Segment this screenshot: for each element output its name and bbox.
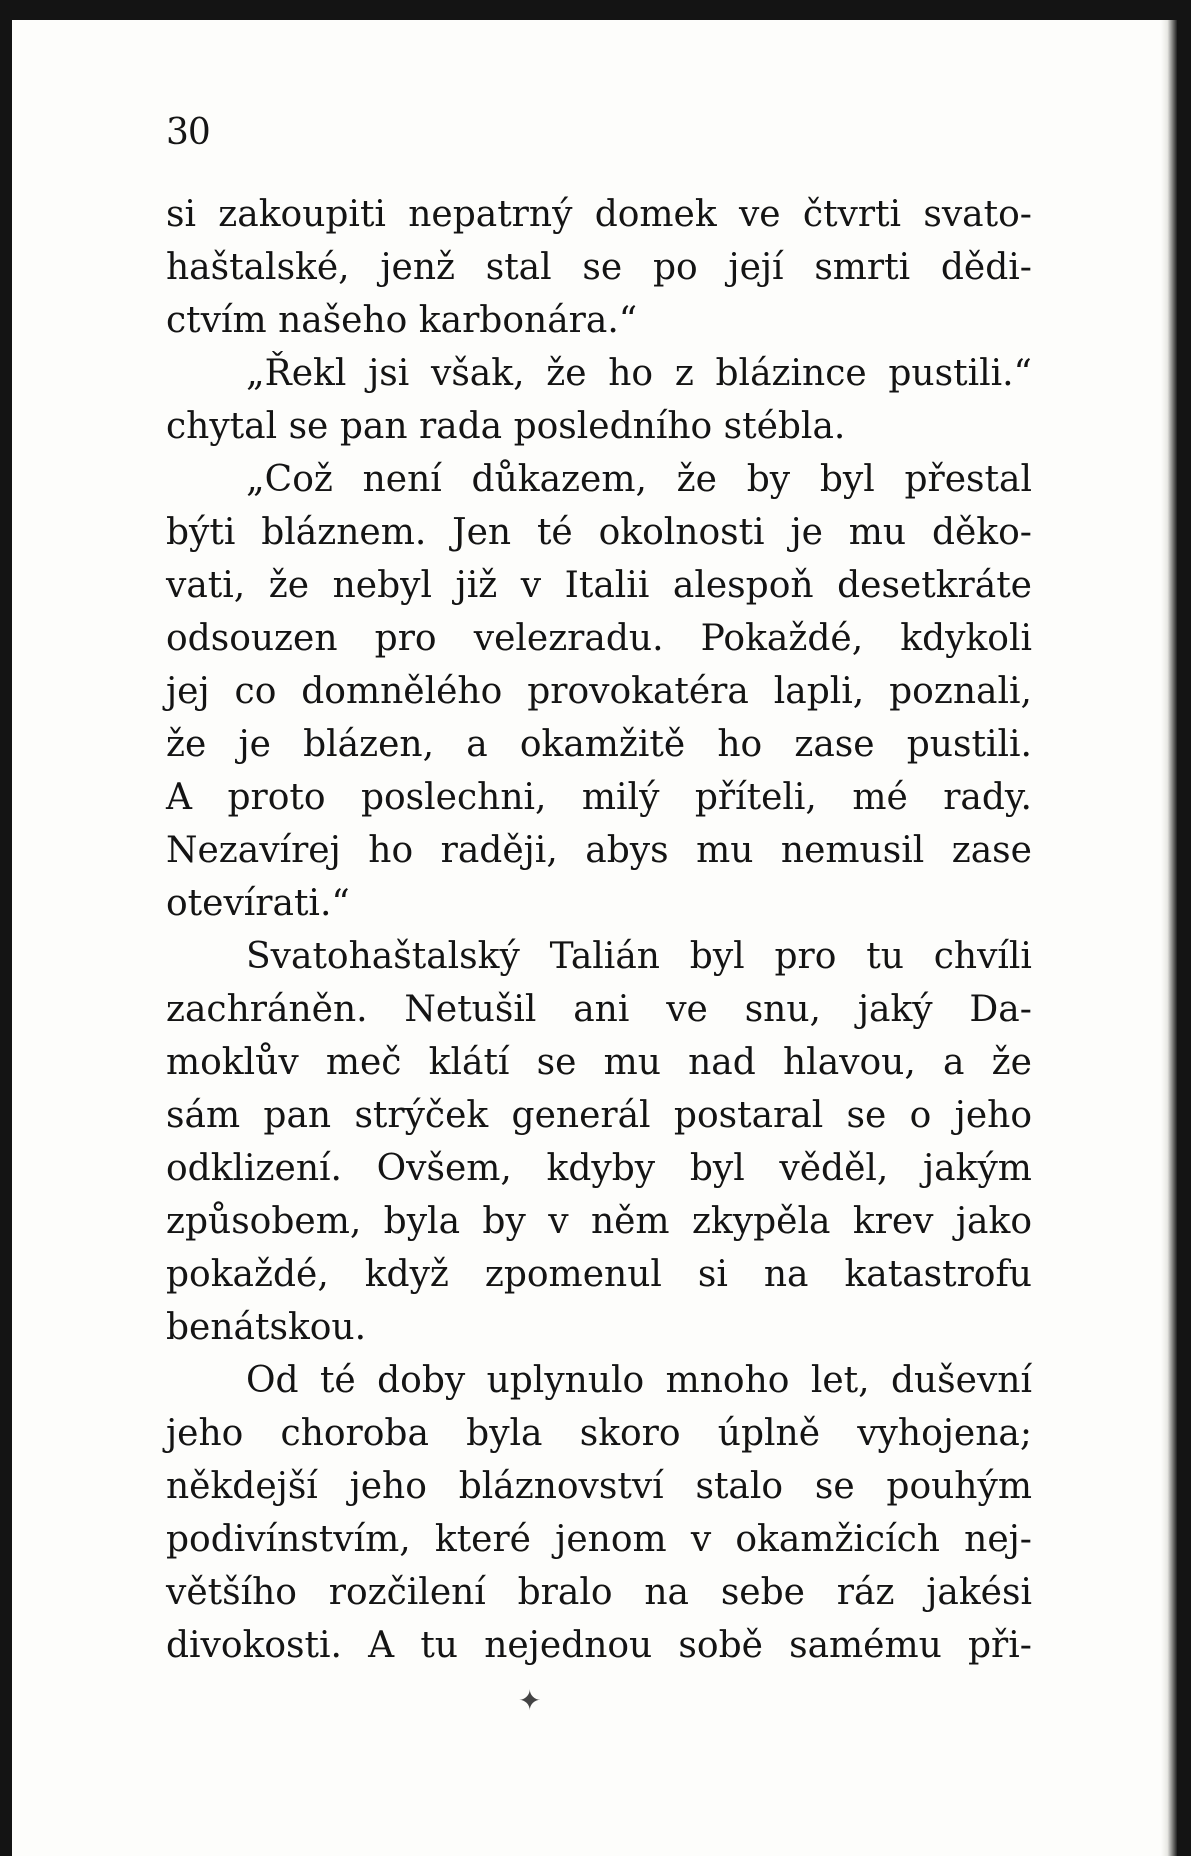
word: čtvrti (802, 194, 902, 235)
word: úplně (717, 1413, 821, 1454)
word: sebe (720, 1572, 805, 1613)
word: nejednou (484, 1625, 653, 1666)
word: desetkráte (837, 565, 1032, 606)
text-line (166, 1248, 1032, 1301)
word: tu (866, 936, 904, 977)
text-line (166, 1301, 1032, 1354)
word: co (234, 671, 277, 712)
text-line (166, 400, 1032, 453)
word: ve (666, 989, 708, 1030)
word: domek (594, 194, 717, 235)
word: karbonára.“ (418, 300, 638, 341)
word: mnoho (665, 1360, 790, 1401)
word: moklův (166, 1042, 299, 1083)
ink-mark: ✦ (518, 1684, 542, 1717)
text-line (166, 294, 1032, 347)
word: tu (420, 1625, 458, 1666)
word: bralo (517, 1572, 613, 1613)
word: v (548, 1201, 569, 1242)
word: krev (852, 1201, 934, 1242)
word: Od (246, 1360, 299, 1401)
word: Netušil (404, 989, 537, 1030)
word: meč (325, 1042, 402, 1083)
word: blázince (715, 353, 867, 394)
word: poslechni, (360, 777, 547, 818)
word: mé (852, 777, 908, 818)
text-line (166, 241, 1032, 294)
word: domnělého (301, 671, 503, 712)
word: milý (581, 777, 660, 818)
word: si (166, 194, 196, 235)
word: vyhojena; (857, 1413, 1032, 1454)
word: zase (951, 830, 1032, 871)
word: se (846, 1095, 887, 1136)
word: proto (227, 777, 326, 818)
word: „Řekl (246, 353, 347, 394)
word: mu (848, 512, 907, 553)
word: rozčilení (328, 1572, 486, 1613)
word: stébla. (723, 406, 846, 447)
word: ctvím (166, 300, 279, 341)
word: pustili. (906, 724, 1032, 765)
word: věděl, (779, 1148, 889, 1189)
text-line (166, 1460, 1032, 1513)
text-line (166, 718, 1032, 771)
word: zpomenul (484, 1254, 662, 1295)
word: pan (263, 1095, 332, 1136)
word: děko- (931, 512, 1032, 553)
word: jenž (380, 247, 455, 288)
word: našeho (278, 300, 419, 341)
word: strýček (354, 1095, 489, 1136)
word: poznali, (889, 671, 1032, 712)
word: uplynulo (486, 1360, 645, 1401)
word: Pokaždé, (700, 618, 864, 659)
word: by (482, 1201, 526, 1242)
word: Svatohaštalský (246, 936, 520, 977)
word: někdejší (166, 1466, 318, 1507)
word: v (520, 565, 542, 606)
word: že (546, 353, 587, 394)
word: pokaždé, (166, 1254, 329, 1295)
word: sám (166, 1095, 241, 1136)
word: odsouzen (166, 618, 338, 659)
body-text (166, 188, 1032, 1672)
word: smrti (814, 247, 911, 288)
word: stal (485, 247, 552, 288)
word: ráz (836, 1572, 895, 1613)
text-line (166, 1407, 1032, 1460)
word: jsi (368, 353, 410, 394)
text-line (166, 983, 1032, 1036)
word: abys (585, 830, 669, 871)
text-line (166, 1354, 1032, 1407)
word: ho (717, 724, 763, 765)
word: si (697, 1254, 728, 1295)
word: něm (590, 1201, 670, 1242)
word: zkypěla (691, 1201, 831, 1242)
word: snu, (744, 989, 821, 1030)
word: okamžitě (519, 724, 686, 765)
word: býti (166, 512, 236, 553)
text-line (166, 665, 1032, 718)
word: bláznem. (261, 512, 427, 553)
text-line (166, 188, 1032, 241)
word: byl (689, 1148, 745, 1189)
word: provokatéra (527, 671, 749, 712)
word: svato- (923, 194, 1032, 235)
word: kdyby (546, 1148, 656, 1189)
word: té (536, 512, 573, 553)
word: na (644, 1572, 690, 1613)
word: jeho (349, 1466, 427, 1507)
word: choroba (280, 1413, 429, 1454)
word: lapli, (773, 671, 865, 712)
word: pan (339, 406, 419, 447)
text-line (166, 1142, 1032, 1195)
word: benátskou. (166, 1307, 367, 1348)
word: byla (383, 1201, 461, 1242)
text-line (166, 930, 1032, 983)
text-line (166, 347, 1032, 400)
word: nemusil (780, 830, 925, 871)
word: pro (774, 936, 837, 977)
word: z (674, 353, 694, 394)
word: důkazem, (471, 459, 647, 500)
word: nej- (964, 1519, 1032, 1560)
word: stalo (695, 1466, 784, 1507)
word: postaral (673, 1095, 824, 1136)
text-line (166, 1036, 1032, 1089)
word: raději, (440, 830, 558, 871)
word: byl (819, 459, 875, 500)
word: blázen, (303, 724, 435, 765)
word: A (368, 1625, 395, 1666)
word: způsobem, (166, 1201, 362, 1242)
word: A (166, 777, 192, 818)
word: ho (608, 353, 654, 394)
word: že (676, 459, 717, 500)
word: se (814, 1466, 855, 1507)
text-line (166, 1619, 1032, 1672)
word: byl (689, 936, 745, 977)
word: okamžicích (735, 1519, 940, 1560)
word: klátí (428, 1042, 510, 1083)
word: odklizení. (166, 1148, 342, 1189)
word: rada (418, 406, 514, 447)
word: je (790, 512, 823, 553)
word: o (909, 1095, 932, 1136)
word: rady. (943, 777, 1032, 818)
word: otevírati.“ (166, 883, 350, 924)
word: jaký (857, 989, 933, 1030)
word: generál (511, 1095, 651, 1136)
word: ve (738, 194, 781, 235)
text-line (166, 559, 1032, 612)
word: podivínstvím, (166, 1519, 411, 1560)
word: jako (955, 1201, 1032, 1242)
word: se (288, 406, 340, 447)
text-line (166, 506, 1032, 559)
word: vati, (166, 565, 246, 606)
word: nebyl (332, 565, 432, 606)
word: jakým (923, 1148, 1032, 1189)
word: se (536, 1042, 577, 1083)
word: jakési (926, 1572, 1032, 1613)
book-page (12, 20, 1177, 1856)
text-line (166, 612, 1032, 665)
word: že (268, 565, 310, 606)
word: však, (430, 353, 525, 394)
word: po (652, 247, 698, 288)
word: hlavou, (783, 1042, 916, 1083)
text-line (166, 771, 1032, 824)
word: zase (794, 724, 875, 765)
word: bláznovství (458, 1466, 664, 1507)
word: dědi- (940, 247, 1032, 288)
word: na (763, 1254, 809, 1295)
word: zakoupiti (218, 194, 386, 235)
word: Ovšem, (376, 1148, 512, 1189)
word: jej (166, 671, 210, 712)
word: let, (810, 1360, 870, 1401)
word: okolnosti (598, 512, 765, 553)
word: byla (466, 1413, 543, 1454)
word: nepatrný (408, 194, 573, 235)
text-line (166, 1513, 1032, 1566)
text-line (166, 1089, 1032, 1142)
word: ani (573, 989, 630, 1030)
word: již (455, 565, 498, 606)
word: Talián (549, 936, 660, 977)
word: nad (688, 1042, 756, 1083)
word: chytal (166, 406, 289, 447)
word: zachráněn. (166, 989, 368, 1030)
word: kdykoli (900, 618, 1032, 659)
word: je (238, 724, 271, 765)
word: většího (166, 1572, 297, 1613)
word: haštalské, (166, 247, 350, 288)
word: Da- (969, 989, 1032, 1030)
word: v (690, 1519, 712, 1560)
word: a (943, 1042, 965, 1083)
word: katastrofu (844, 1254, 1032, 1295)
word: „Což (246, 459, 333, 500)
word: že (166, 724, 207, 765)
text-line (166, 453, 1032, 506)
word: pro (374, 618, 437, 659)
word: mu (696, 830, 754, 871)
word: jenom (555, 1519, 667, 1560)
word: které (434, 1519, 531, 1560)
word: by (746, 459, 791, 500)
word: jeho (954, 1095, 1032, 1136)
text-line (166, 877, 1032, 930)
word: se (582, 247, 623, 288)
text-line (166, 1195, 1032, 1248)
word: sobě (678, 1625, 763, 1666)
word: velezradu. (473, 618, 664, 659)
page-number: 30 (166, 112, 210, 153)
word: při- (968, 1625, 1032, 1666)
word: doby (377, 1360, 466, 1401)
word: že (991, 1042, 1032, 1083)
word: není (362, 459, 442, 500)
word: Jen (452, 512, 512, 553)
word: skoro (579, 1413, 681, 1454)
word: alespoň (672, 565, 814, 606)
word: té (319, 1360, 356, 1401)
word: samému (789, 1625, 942, 1666)
word: a (466, 724, 488, 765)
word: posledního (513, 406, 724, 447)
word: chvíli (933, 936, 1032, 977)
word: pustili.“ (888, 353, 1032, 394)
page-edge (1161, 20, 1177, 1856)
word: přestal (904, 459, 1032, 500)
word: její (728, 247, 784, 288)
word: duševní (890, 1360, 1032, 1401)
text-line (166, 1566, 1032, 1619)
word: příteli, (694, 777, 817, 818)
word: ho (368, 830, 414, 871)
word: pouhým (886, 1466, 1032, 1507)
word: mu (603, 1042, 661, 1083)
word: když (364, 1254, 449, 1295)
word: jeho (166, 1413, 244, 1454)
word: Italii (564, 565, 650, 606)
text-line (166, 824, 1032, 877)
word: Nezavírej (166, 830, 341, 871)
word: divokosti. (166, 1625, 342, 1666)
